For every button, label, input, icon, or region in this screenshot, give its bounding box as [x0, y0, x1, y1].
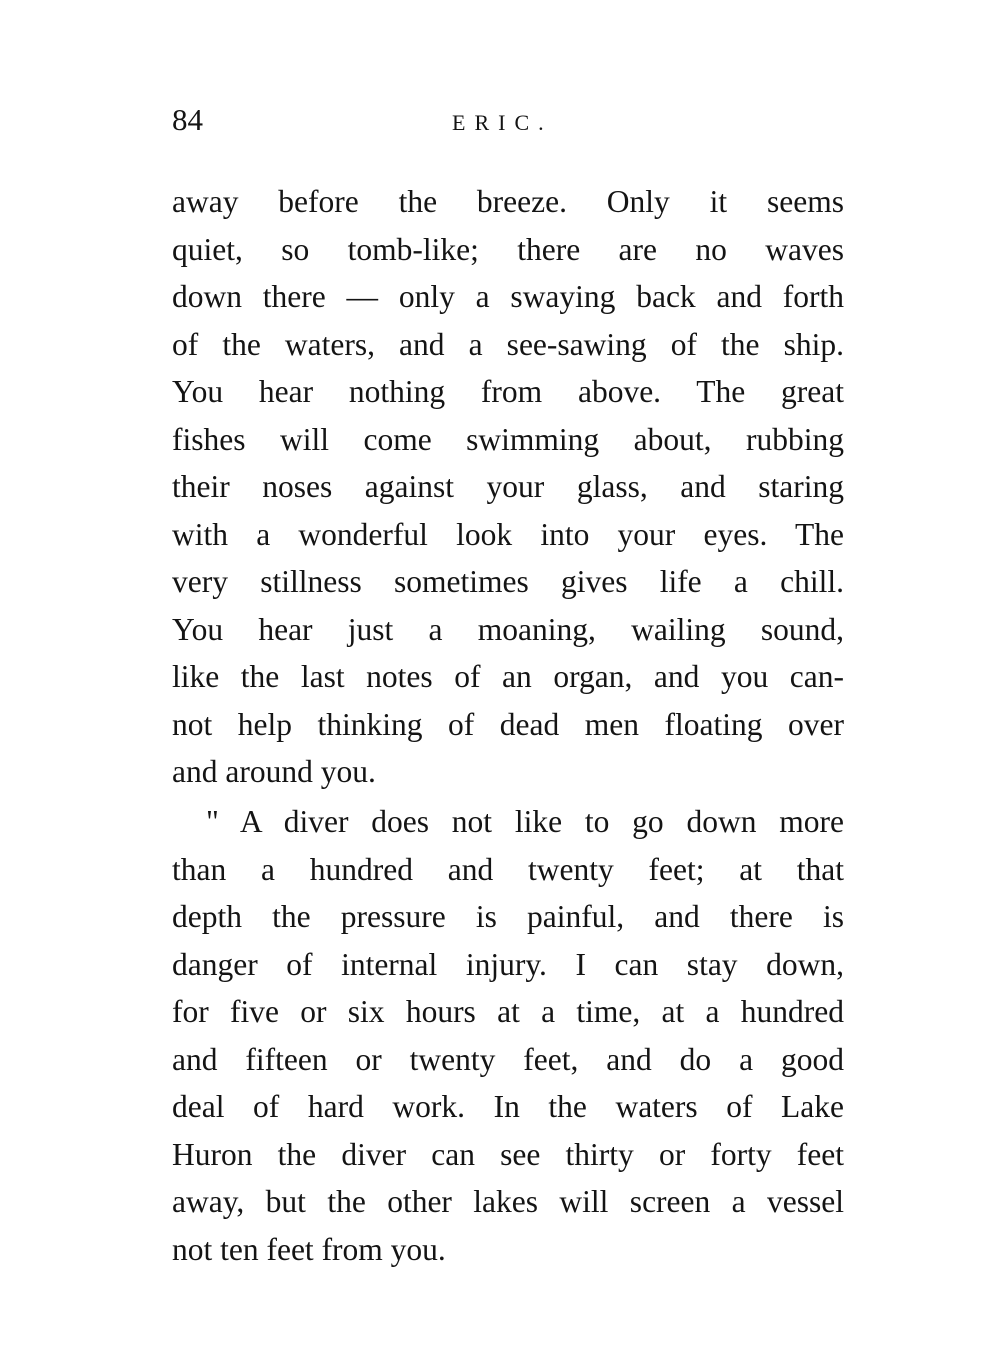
text-line: like the last notes of an organ, and you can- — [172, 659, 844, 694]
text-line: danger of internal injury. I can stay down, — [172, 946, 844, 982]
page-number: 84 — [172, 102, 203, 137]
text-line: fishes will come swimming about, rubbing — [172, 421, 844, 457]
text-line: " A diver does not like to go down more — [206, 804, 844, 839]
text-line: You hear nothing from above. The great — [172, 374, 844, 409]
running-title: ERIC. — [452, 110, 553, 135]
text-line: not ten feet from you. — [172, 1231, 446, 1267]
text-line: for five or six hours at a time, at a hundred — [172, 994, 844, 1029]
paragraph — [172, 798, 844, 1273]
text-line: You hear just a moaning, wailing sound, — [172, 611, 844, 647]
text-line: and around you. — [172, 754, 376, 789]
text-line: away, but the other lakes will screen a vessel — [172, 1184, 844, 1219]
text-line: down there — only a swaying back and forth — [172, 279, 844, 314]
text-line: with a wonderful look into your eyes. The — [172, 516, 844, 552]
text-line: very stillness sometimes gives life a chill. — [172, 564, 844, 599]
text-line: away before the breeze. Only it seems — [172, 184, 844, 219]
text-line: deal of hard work. In the waters of Lake — [172, 1089, 844, 1124]
text-line: not help thinking of dead men floating over — [172, 706, 844, 742]
text-line: quiet, so tomb-like; there are no waves — [172, 231, 844, 267]
text-line: depth the pressure is painful, and there is — [172, 899, 844, 934]
paragraph — [172, 178, 844, 796]
text-line: their noses against your glass, and staring — [172, 469, 844, 504]
text-line: Huron the diver can see thirty or forty feet — [172, 1136, 844, 1172]
text-line: and fifteen or twenty feet, and do a good — [172, 1041, 844, 1077]
text-line: of the waters, and a see-sawing of the ship. — [172, 326, 844, 362]
text-line: than a hundred and twenty feet; at that — [172, 851, 844, 887]
